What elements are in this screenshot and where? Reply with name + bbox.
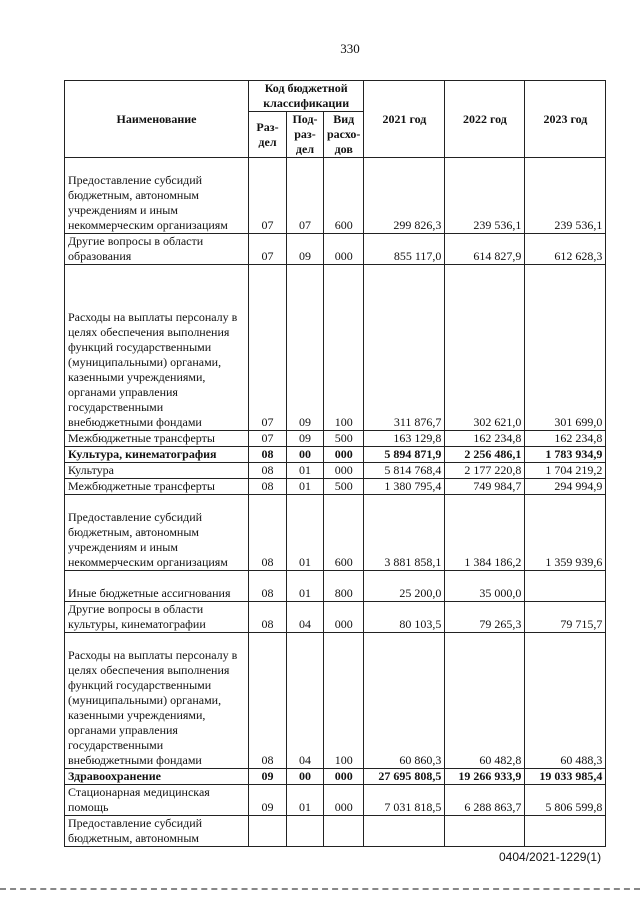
cell-2022: 162 234,8	[445, 431, 525, 447]
table-row	[65, 571, 606, 602]
cell-2023: 612 628,3	[525, 234, 606, 265]
cell-razdel: 08	[249, 495, 287, 571]
cell-2021: 311 876,7	[364, 265, 445, 431]
cell-podrazdel: 04	[287, 633, 324, 769]
cell-razdel: 08	[249, 463, 287, 479]
cell-razdel: 07	[249, 158, 287, 234]
table-row	[65, 265, 606, 431]
cell-2023: 19 033 985,4	[525, 769, 606, 785]
cell-2023	[525, 816, 606, 847]
table-row	[65, 234, 606, 265]
cell-2022: 2 177 220,8	[445, 463, 525, 479]
cell-vid: 000	[324, 769, 364, 785]
cell-podrazdel: 01	[287, 463, 324, 479]
table-row	[65, 602, 606, 633]
cell-2022: 6 288 863,7	[445, 785, 525, 816]
header-kbk: Код бюджетной классификации	[249, 81, 364, 112]
table-row	[65, 816, 606, 847]
cell-2022: 614 827,9	[445, 234, 525, 265]
cell-name: Предоставление субсидий бюджетным, автономным учреждениям и иным некоммерческим организациям	[65, 495, 249, 571]
page-number: 330	[340, 41, 360, 56]
table-row	[65, 158, 606, 234]
cell-podrazdel: 01	[287, 479, 324, 495]
cell-name: Предоставление субсидий бюджетным, автономным	[65, 816, 249, 847]
cell-vid: 800	[324, 571, 364, 602]
header-razdel: Раз- дел	[249, 112, 287, 158]
cell-podrazdel: 07	[287, 158, 324, 234]
cell-2022: 239 536,1	[445, 158, 525, 234]
table-header	[65, 81, 606, 158]
cell-2023: 1 359 939,6	[525, 495, 606, 571]
cell-2022: 749 984,7	[445, 479, 525, 495]
cell-2023: 301 699,0	[525, 265, 606, 431]
cell-razdel: 08	[249, 571, 287, 602]
cell-2023: 79 715,7	[525, 602, 606, 633]
document-code: 0404/2021-1229(1)	[499, 850, 602, 864]
cell-podrazdel: 09	[287, 234, 324, 265]
cell-2023: 239 536,1	[525, 158, 606, 234]
cell-podrazdel	[287, 816, 324, 847]
cell-vid: 100	[324, 633, 364, 769]
cell-2023: 294 994,9	[525, 479, 606, 495]
cell-2021: 80 103,5	[364, 602, 445, 633]
cell-podrazdel: 01	[287, 495, 324, 571]
table-row	[65, 785, 606, 816]
header-2022: 2022 год	[445, 81, 525, 158]
cell-name: Другие вопросы в области образования	[65, 234, 249, 265]
cell-name: Предоставление субсидий бюджетным, автономным учреждениям и иным некоммерческим организациям	[65, 158, 249, 234]
scan-edge-rule	[0, 888, 640, 890]
table-row	[65, 479, 606, 495]
cell-2022: 35 000,0	[445, 571, 525, 602]
header-vid: Вид расхо- дов	[324, 112, 364, 158]
cell-razdel: 08	[249, 602, 287, 633]
cell-name: Культура	[65, 463, 249, 479]
cell-2021: 7 031 818,5	[364, 785, 445, 816]
cell-name: Иные бюджетные ассигнования	[65, 571, 249, 602]
cell-name: Культура, кинематография	[65, 447, 249, 463]
cell-2022: 79 265,3	[445, 602, 525, 633]
cell-2022: 60 482,8	[445, 633, 525, 769]
cell-name: Расходы на выплаты персоналу в целях обеспечения выполнения функций государственными (муниципальными) органами, казенными учреждениями, органами управления государственными внебюджетными фондами	[65, 265, 249, 431]
cell-vid: 500	[324, 431, 364, 447]
table-row	[65, 447, 606, 463]
cell-name: Межбюджетные трансферты	[65, 431, 249, 447]
cell-name: Стационарная медицинская помощь	[65, 785, 249, 816]
cell-2022: 302 621,0	[445, 265, 525, 431]
cell-podrazdel: 09	[287, 431, 324, 447]
table-row	[65, 769, 606, 785]
cell-razdel: 07	[249, 431, 287, 447]
header-podrazdel: Под- раз- дел	[287, 112, 324, 158]
cell-name: Здравоохранение	[65, 769, 249, 785]
header-2021: 2021 год	[364, 81, 445, 158]
cell-name: Межбюджетные трансферты	[65, 479, 249, 495]
table-row	[65, 463, 606, 479]
cell-2022: 2 256 486,1	[445, 447, 525, 463]
header-name: Наименование	[65, 81, 249, 158]
cell-2021: 1 380 795,4	[364, 479, 445, 495]
cell-vid: 000	[324, 447, 364, 463]
cell-razdel: 09	[249, 769, 287, 785]
cell-2023: 5 806 599,8	[525, 785, 606, 816]
cell-razdel: 08	[249, 447, 287, 463]
cell-2021	[364, 816, 445, 847]
cell-vid	[324, 816, 364, 847]
cell-2022: 1 384 186,2	[445, 495, 525, 571]
cell-razdel	[249, 816, 287, 847]
cell-podrazdel: 00	[287, 447, 324, 463]
cell-2021: 60 860,3	[364, 633, 445, 769]
cell-podrazdel: 01	[287, 785, 324, 816]
cell-vid: 000	[324, 785, 364, 816]
cell-2021: 5 894 871,9	[364, 447, 445, 463]
cell-2021: 299 826,3	[364, 158, 445, 234]
table-body	[65, 158, 606, 847]
cell-vid: 600	[324, 158, 364, 234]
cell-vid: 000	[324, 602, 364, 633]
cell-podrazdel: 04	[287, 602, 324, 633]
cell-podrazdel: 00	[287, 769, 324, 785]
cell-podrazdel: 01	[287, 571, 324, 602]
cell-razdel: 07	[249, 265, 287, 431]
cell-razdel: 07	[249, 234, 287, 265]
cell-2021: 5 814 768,4	[364, 463, 445, 479]
cell-2021: 855 117,0	[364, 234, 445, 265]
cell-2021: 27 695 808,5	[364, 769, 445, 785]
cell-razdel: 09	[249, 785, 287, 816]
table-row	[65, 633, 606, 769]
cell-2023: 1 783 934,9	[525, 447, 606, 463]
budget-table	[64, 80, 606, 847]
cell-name: Другие вопросы в области культуры, кинематографии	[65, 602, 249, 633]
cell-2023	[525, 571, 606, 602]
cell-2023: 162 234,8	[525, 431, 606, 447]
cell-razdel: 08	[249, 479, 287, 495]
cell-vid: 000	[324, 463, 364, 479]
table-row	[65, 431, 606, 447]
cell-2023: 1 704 219,2	[525, 463, 606, 479]
cell-2023: 60 488,3	[525, 633, 606, 769]
header-2023: 2023 год	[525, 81, 606, 158]
cell-vid: 500	[324, 479, 364, 495]
cell-vid: 100	[324, 265, 364, 431]
cell-2022	[445, 816, 525, 847]
cell-podrazdel: 09	[287, 265, 324, 431]
cell-razdel: 08	[249, 633, 287, 769]
cell-2022: 19 266 933,9	[445, 769, 525, 785]
cell-2021: 3 881 858,1	[364, 495, 445, 571]
cell-2021: 25 200,0	[364, 571, 445, 602]
cell-vid: 600	[324, 495, 364, 571]
cell-name: Расходы на выплаты персоналу в целях обеспечения выполнения функций государственными (муниципальными) органами, казенными учреждениями, органами управления государственными внебюджетными фондами	[65, 633, 249, 769]
cell-2021: 163 129,8	[364, 431, 445, 447]
cell-vid: 000	[324, 234, 364, 265]
table-row	[65, 495, 606, 571]
